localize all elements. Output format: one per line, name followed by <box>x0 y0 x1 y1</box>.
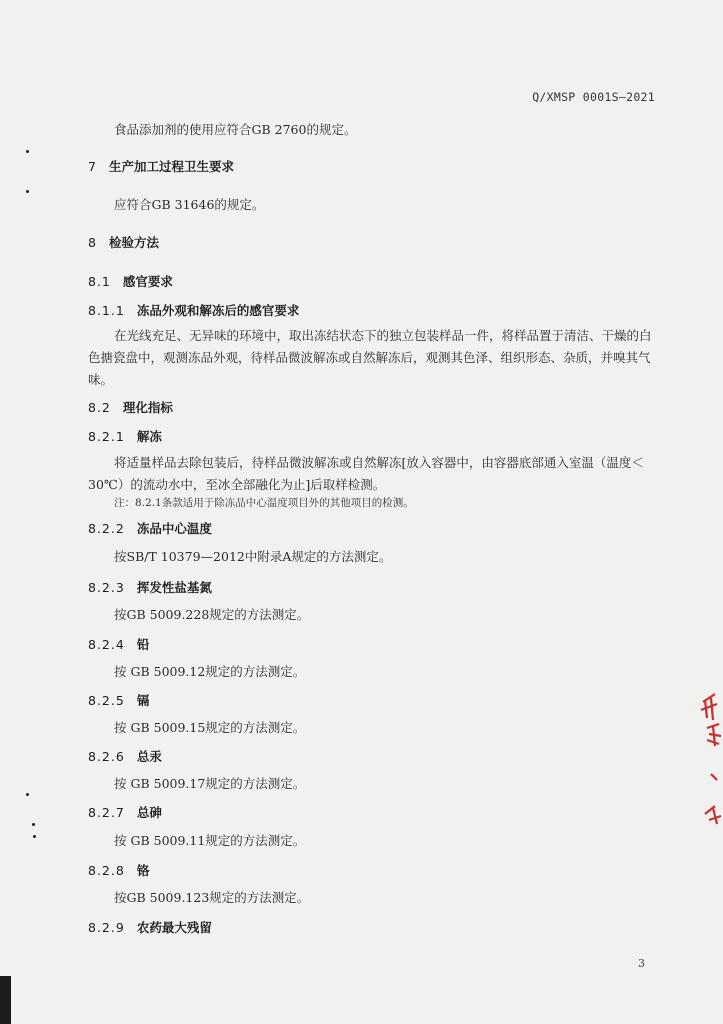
section-8-2-7-heading <box>88 803 162 821</box>
section-title: 检验方法 <box>108 235 159 250</box>
section-title: 铅 <box>136 637 150 652</box>
section-title: 总砷 <box>136 805 162 820</box>
scan-speck <box>26 150 29 153</box>
section-number: 8 <box>88 235 97 250</box>
section-number: 8.2.4 <box>88 637 125 652</box>
section-number: 8.1 <box>88 274 111 289</box>
red-seal-stamp-fragment <box>693 690 723 830</box>
section-8-2-3-heading <box>88 578 212 596</box>
document-code: Q/XMSP 0001S—2021 <box>532 90 655 104</box>
scan-speck <box>26 190 29 193</box>
paragraph-8-2-7: 按 GB 5009.11规定的方法测定。 <box>114 833 306 848</box>
paragraph-8-1-1: 在光线充足、无异味的环境中，取出冻结状态下的独立包装样品一件，将样品置于清洁、干燥的白色搪瓷盘中，观测冻品外观，待样品微波解冻或自然解冻后，观测其色泽、组织形态、杂质，并嗅其气味。 <box>88 328 652 387</box>
section-8-2-2-heading <box>88 519 212 537</box>
section-number: 8.2.1 <box>88 429 125 444</box>
section-8-2-6-heading <box>88 747 162 765</box>
section-number: 8.2.9 <box>88 920 125 935</box>
section-title: 生产加工过程卫生要求 <box>108 159 234 174</box>
section-title: 农药最大残留 <box>136 920 212 935</box>
section-7-heading <box>88 157 234 175</box>
section-title: 冻品中心温度 <box>136 521 212 536</box>
scan-speck <box>32 823 35 826</box>
paragraph-7: 应符合GB 31646的规定。 <box>114 197 265 212</box>
section-title: 解冻 <box>136 429 162 444</box>
section-8-1-1-heading <box>88 301 299 319</box>
section-number: 7 <box>88 159 97 174</box>
paragraph-8-2-2: 按SB/T 10379—2012中附录A规定的方法测定。 <box>114 549 392 564</box>
section-8-2-1-heading <box>88 427 162 445</box>
section-number: 8.2.6 <box>88 749 125 764</box>
section-number: 8.2.7 <box>88 805 125 820</box>
paragraph-8-2-8: 按GB 5009.123规定的方法测定。 <box>114 890 310 905</box>
paragraph-8-2-1: 将适量样品去除包装后，待样品微波解冻或自然解冻[放入容器中，由容器底部通入室温（温度＜30℃）的流动水中，至冰全部融化为止]后取样检测。 <box>88 455 644 492</box>
section-8-2-9-heading <box>88 918 212 936</box>
section-title: 铬 <box>136 863 150 878</box>
paragraph-8-2-4: 按 GB 5009.12规定的方法测定。 <box>114 664 306 679</box>
section-title: 镉 <box>136 693 150 708</box>
section-8-1-heading <box>88 272 173 290</box>
section-number: 8.2.5 <box>88 693 125 708</box>
section-8-2-4-heading <box>88 635 149 653</box>
paragraph-8-2-3: 按GB 5009.228规定的方法测定。 <box>114 607 310 622</box>
note-8-2-1: 注：8.2.1条款适用于除冻品中心温度项目外的其他项目的检测。 <box>114 497 414 509</box>
scan-edge-bar <box>0 976 11 1024</box>
paragraph-food-additive: 食品添加剂的使用应符合GB 2760的规定。 <box>114 122 357 137</box>
scan-speck <box>26 793 29 796</box>
paragraph-8-2-5: 按 GB 5009.15规定的方法测定。 <box>114 720 306 735</box>
scan-speck <box>33 835 36 838</box>
paragraph-8-2-6: 按 GB 5009.17规定的方法测定。 <box>114 776 306 791</box>
section-title: 冻品外观和解冻后的感官要求 <box>136 303 300 318</box>
section-number: 8.1.1 <box>88 303 125 318</box>
section-8-2-heading <box>88 398 173 416</box>
section-number: 8.2 <box>88 400 111 415</box>
section-8-2-8-heading <box>88 861 149 879</box>
section-8-2-5-heading <box>88 691 149 709</box>
section-number: 8.2.8 <box>88 863 125 878</box>
section-8-heading <box>88 233 159 251</box>
section-number: 8.2.3 <box>88 580 125 595</box>
section-title: 理化指标 <box>122 400 173 415</box>
section-title: 总汞 <box>136 749 162 764</box>
section-title: 感官要求 <box>122 274 173 289</box>
section-number: 8.2.2 <box>88 521 125 536</box>
page-number: 3 <box>638 957 645 970</box>
section-title: 挥发性盐基氮 <box>136 580 212 595</box>
